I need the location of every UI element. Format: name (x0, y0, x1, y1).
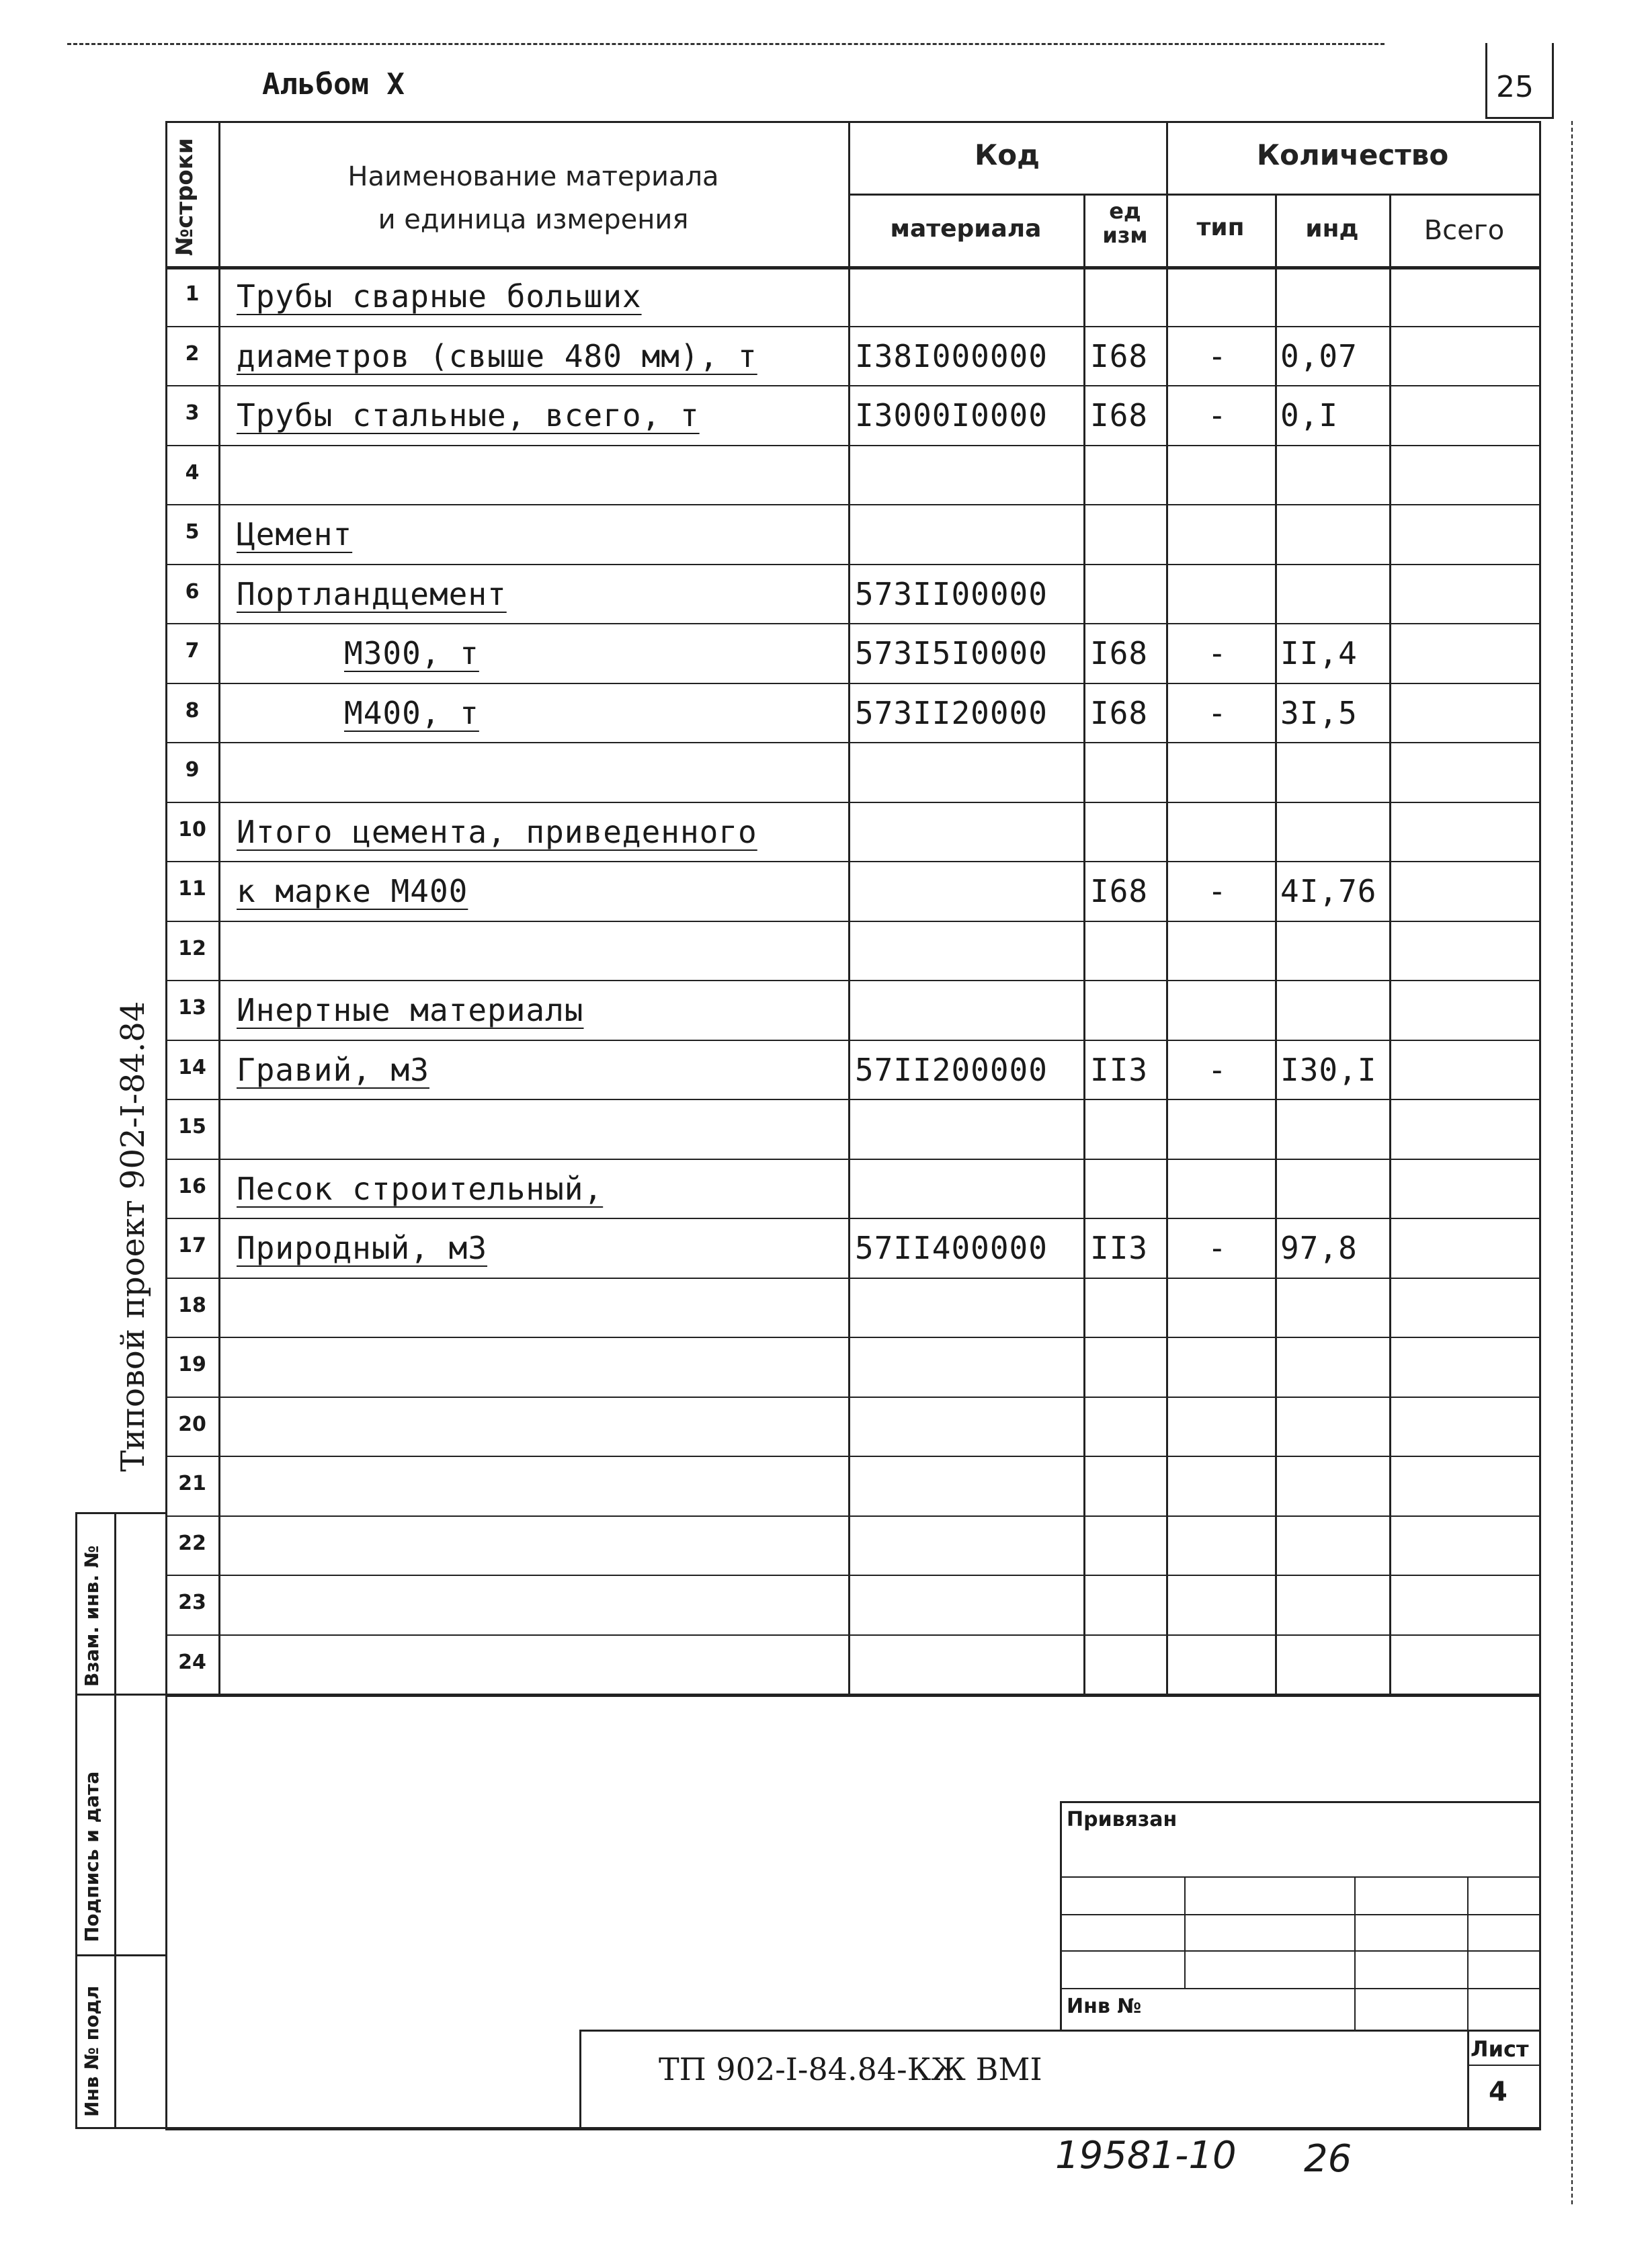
material-name: Трубы сварные больших (237, 278, 642, 315)
row-number: 12 (178, 936, 206, 960)
type-col-divider (1275, 195, 1277, 1694)
header-bottom-line (165, 266, 1541, 269)
row-number: 1 (185, 282, 200, 306)
material-code: 57II200000 (855, 1051, 1048, 1088)
qty-ind: 0,I (1280, 397, 1339, 433)
row-rule (165, 1159, 1541, 1160)
table-right-border (1539, 121, 1541, 2127)
title-block-left (579, 2030, 581, 2127)
row-rule (165, 1575, 1541, 1576)
row-number: 20 (178, 1412, 206, 1436)
row-rule (165, 921, 1541, 922)
row-rule (165, 1040, 1541, 1041)
qty-type: - (1208, 397, 1227, 433)
row-number: 6 (185, 579, 200, 604)
title-block-sheet-divider (1467, 2030, 1469, 2127)
qty-ind: 3I,5 (1280, 694, 1358, 731)
code-col-divider (1083, 195, 1085, 1694)
side-strip-left (75, 1512, 77, 2127)
privyazan-left (1060, 1801, 1062, 2030)
qty-type: - (1208, 337, 1227, 374)
side-strip-bottom (75, 2127, 167, 2129)
qty-type: - (1208, 1230, 1227, 1266)
row-rule (165, 1515, 1541, 1517)
row-number: 22 (178, 1531, 206, 1555)
side-strip-divider (114, 1512, 116, 2127)
row-rule (165, 1337, 1541, 1338)
row-number: 13 (178, 996, 206, 1020)
material-code: 57II400000 (855, 1230, 1048, 1266)
qty-ind: 4I,76 (1280, 873, 1377, 909)
row-rule (165, 564, 1541, 565)
row-rule (165, 861, 1541, 862)
header-row-number: №строки (171, 138, 198, 256)
row-rule (165, 326, 1541, 327)
row-number: 10 (178, 817, 206, 841)
material-name: Портландцемент (237, 575, 507, 612)
privyazan-col1 (1184, 1876, 1186, 1988)
title-block-top (579, 2030, 1539, 2032)
material-code: 573I5I0000 (855, 635, 1048, 671)
row-number: 11 (178, 877, 206, 901)
row-rule (165, 1634, 1541, 1636)
row-rule (165, 445, 1541, 446)
material-code: I38I000000 (855, 337, 1048, 374)
side-inv-podl: Инв № подл (81, 1985, 103, 2117)
material-code: 573II00000 (855, 575, 1048, 612)
trim-line (1571, 121, 1573, 2204)
row-rule (165, 1397, 1541, 1398)
material-name: Инертные материалы (237, 992, 584, 1028)
row-number: 24 (178, 1650, 206, 1674)
row-number: 7 (185, 639, 200, 663)
row-number: 3 (185, 401, 200, 425)
row-rule (165, 1099, 1541, 1100)
unit-code: I68 (1090, 635, 1149, 671)
sheet-label: Лист (1471, 2036, 1529, 2062)
row-number: 16 (178, 1174, 206, 1198)
ind-col-divider (1389, 195, 1391, 1694)
row-number: 17 (178, 1234, 206, 1257)
privyazan-label: Привязан (1067, 1808, 1178, 1831)
header-code-group: Код (974, 138, 1040, 171)
material-name: М400, т (344, 694, 479, 731)
qty-type: - (1208, 873, 1227, 909)
material-code: 573II20000 (855, 694, 1048, 731)
unit-col-divider (1166, 121, 1168, 1694)
row-number: 15 (178, 1115, 206, 1138)
header-name-line1: Наименование материала (347, 161, 719, 192)
project-designation: Типовой проект 902-I-84.84 (114, 1001, 152, 1472)
material-name: Цемент (237, 516, 353, 552)
qty-type: - (1208, 694, 1227, 731)
row-rule (165, 683, 1541, 684)
album-title: Альбом X (262, 67, 405, 101)
row-number: 9 (185, 758, 200, 782)
privyazan-top (1060, 1801, 1539, 1803)
row-number: 14 (178, 1055, 206, 1079)
material-name: к марке М400 (237, 873, 468, 909)
material-name: Песок строительный, (237, 1170, 604, 1207)
row-rule (165, 1456, 1541, 1457)
material-name: Трубы стальные, всего, т (237, 397, 700, 433)
side-signature-date: Подпись и дата (81, 1771, 103, 1942)
unit-code: I68 (1090, 694, 1149, 731)
row-rule (165, 623, 1541, 624)
name-col-divider (848, 121, 850, 1694)
row-rule (165, 802, 1541, 803)
row-rule (165, 504, 1541, 505)
qty-type: - (1208, 635, 1227, 671)
unit-code: I68 (1090, 397, 1149, 433)
table-left-border (165, 121, 167, 2127)
table-body-bottom (165, 1694, 1541, 1697)
material-name: диаметров (свыше 480 мм), т (237, 337, 757, 374)
row-rule (165, 385, 1541, 386)
row-number: 8 (185, 698, 200, 722)
header-qty-ind: инд (1305, 215, 1359, 243)
material-name: М300, т (344, 635, 479, 671)
document-designation: ТП 902-I-84.84-КЖ ВМI (659, 2051, 1042, 2087)
row-number: 21 (178, 1472, 206, 1495)
row-number: 2 (185, 341, 200, 366)
qty-ind: 0,07 (1280, 337, 1358, 374)
header-code-unit: ед изм (1102, 198, 1148, 248)
row-number: 5 (185, 520, 200, 544)
qty-ind: II,4 (1280, 635, 1358, 671)
material-code: I3000I0000 (855, 397, 1048, 433)
unit-code: I68 (1090, 873, 1149, 909)
row-rule (165, 1218, 1541, 1219)
header-code-material: материала (890, 215, 1042, 243)
row-number: 18 (178, 1293, 206, 1317)
unit-code: II3 (1090, 1230, 1149, 1266)
handwritten-page: 26 (1304, 2137, 1352, 2181)
row-number: 23 (178, 1591, 206, 1614)
top-dashed-border (67, 43, 1385, 45)
material-name: Природный, м3 (237, 1230, 488, 1266)
unit-code: I68 (1090, 337, 1149, 374)
sheet-number: 4 (1489, 2077, 1508, 2108)
header-qty-group: Количество (1256, 138, 1449, 171)
header-qty-type: тип (1196, 214, 1245, 241)
qty-ind: I30,I (1280, 1051, 1377, 1088)
qty-ind: 97,8 (1280, 1230, 1358, 1266)
unit-code: II3 (1090, 1051, 1149, 1088)
table-top-border (165, 121, 1541, 123)
sheet-bottom-border (165, 2127, 1541, 2130)
qty-type: - (1208, 1051, 1227, 1088)
row-number: 4 (185, 460, 200, 485)
header-mid-line (848, 194, 1541, 196)
privyazan-col2 (1354, 1876, 1356, 2030)
handwritten-code: 19581-10 (1055, 2134, 1237, 2177)
row-number: 19 (178, 1353, 206, 1376)
header-qty-total: Всего (1423, 215, 1505, 246)
inv-no-label: Инв № (1067, 1995, 1142, 2018)
side-inv-vzam: Взам. инв. № (81, 1545, 103, 1687)
side-strip-top (75, 1512, 167, 1514)
material-name: Итого цемента, приведенного (237, 813, 757, 850)
header-name-line2: и единица измерения (378, 204, 689, 235)
privyazan-col3 (1467, 1876, 1469, 2030)
material-name: Гравий, м3 (237, 1051, 429, 1088)
row-rule (165, 980, 1541, 981)
row-rule (165, 1278, 1541, 1279)
sheet-label-divider (1467, 2065, 1539, 2066)
rownum-col-divider (218, 121, 220, 1694)
row-rule (165, 742, 1541, 743)
page-number: 25 (1496, 70, 1534, 104)
